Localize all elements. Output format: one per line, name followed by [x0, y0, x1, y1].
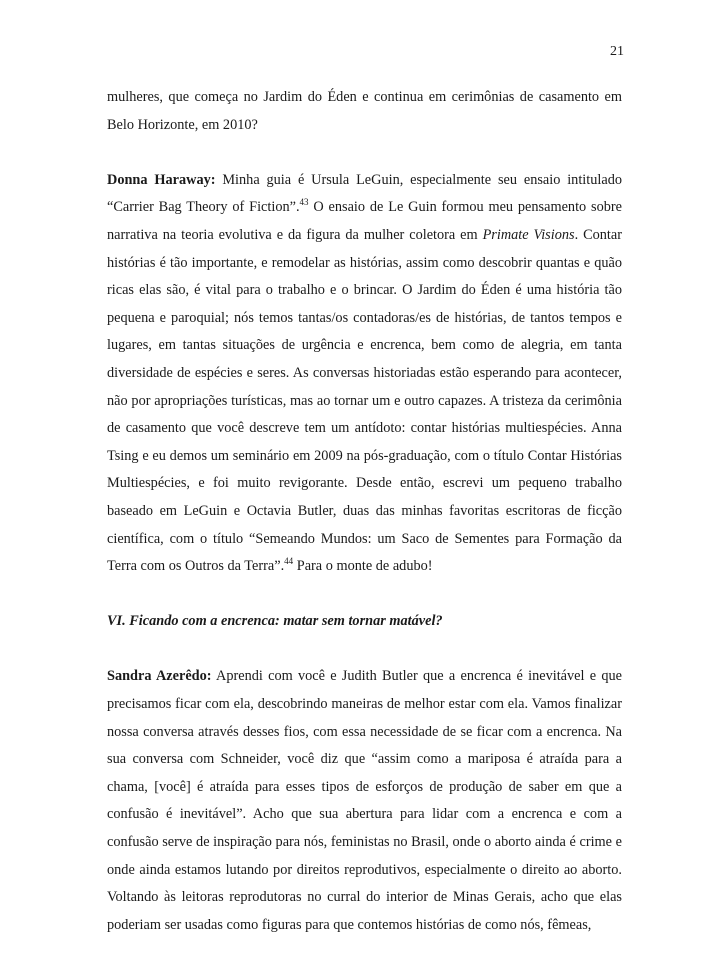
body-text — [107, 84, 622, 967]
paragraph-text: Minha guia é Ursula LeGuin, especialmente seu ensaio intitulado “Carrier Bag Theory of Fiction”. — [107, 171, 623, 216]
footnote-marker: 43 — [299, 197, 309, 208]
paragraph-azeredo — [107, 663, 622, 939]
speaker-label: Donna Haraway: — [107, 171, 216, 188]
paragraph-text: Aprendi com você e Judith Butler que a encrenca é inevitável e que precisamos ficar com ela, descobrindo maneiras de melhor estar com ela. Vamos finalizar nossa conversa através desses fios, com essa necessidade de se ficar com a encrenca. Na sua conversa com Schneider, você diz que “assim como a mariposa é atraída para a chama, [você] é atraída para esses tipos de esforços de produção de saber em que a confusão é inevitável”. Acho que sua abertura para lidar com a encrenca e com a confusão serve de inspiração para nós, feministas no Brasil, onde o aborto ainda é crime e onde ainda estamos lutando por direitos reprodutivos, especialmente o direito ao aborto. Voltando às leitoras reprodutoras no curral do interior de Minas Gerais, acho que elas poderiam ser usadas como figuras para que contemos histórias de como nós, fêmeas, — [107, 668, 622, 933]
paragraph-text: Para o monte de adubo! — [293, 558, 433, 575]
paragraph-haraway — [107, 167, 622, 581]
footnote-marker: 44 — [284, 556, 294, 567]
section-heading: VI. Ficando com a encrenca: matar sem tornar matável? — [107, 613, 443, 630]
page-number: 21 — [610, 44, 624, 59]
paragraph-text: mulheres, que começa no Jardim do Éden e continua em cerimônias de casamento em Belo Horizonte, em 2010? — [107, 89, 622, 133]
speaker-label: Sandra Azerêdo: — [107, 668, 212, 685]
paragraph-text: . Contar histórias é tão importante, e remodelar as histórias, assim como descobrir quantas e quão ricas elas são, é vital para o trabalho e o brincar. O Jardim do Éden é uma história tão pequena e paroquial; nós temos tantas/os contadoras/es de histórias, de tantos tempos e lugares, em tantas situações de urgência e encrenca, bem como de alegria, em tanta diversidade de espécies e seres. As conversas historiadas estão esperando para acontecer, não por apropriações turísticas, mas ao tornar um e outro capazes. A tristeza da cerimônia de casamento que você descreve tem um antídoto: contar histórias multiespécies. Anna Tsing e eu demos um seminário em 2009 na pós-graduação, com o título Contar Histórias Multiespécies, e foi muito revigorante. Desde então, escrevi um pequeno trabalho baseado em LeGuin e Octavia Butler, duas das minhas favoritas escritoras de ficção científica, com o título “Semeando Mundos: um Saco de Sementes para Formação da Terra com os Outros da Terra”. — [107, 226, 622, 575]
paragraph-text: O ensaio de Le Guin formou meu pensamento sobre narrativa na teoria evolutiva e da figura da mulher coletora em — [107, 199, 622, 243]
book-title: Primate Visions — [482, 226, 575, 243]
paragraph-continuation — [107, 84, 622, 139]
